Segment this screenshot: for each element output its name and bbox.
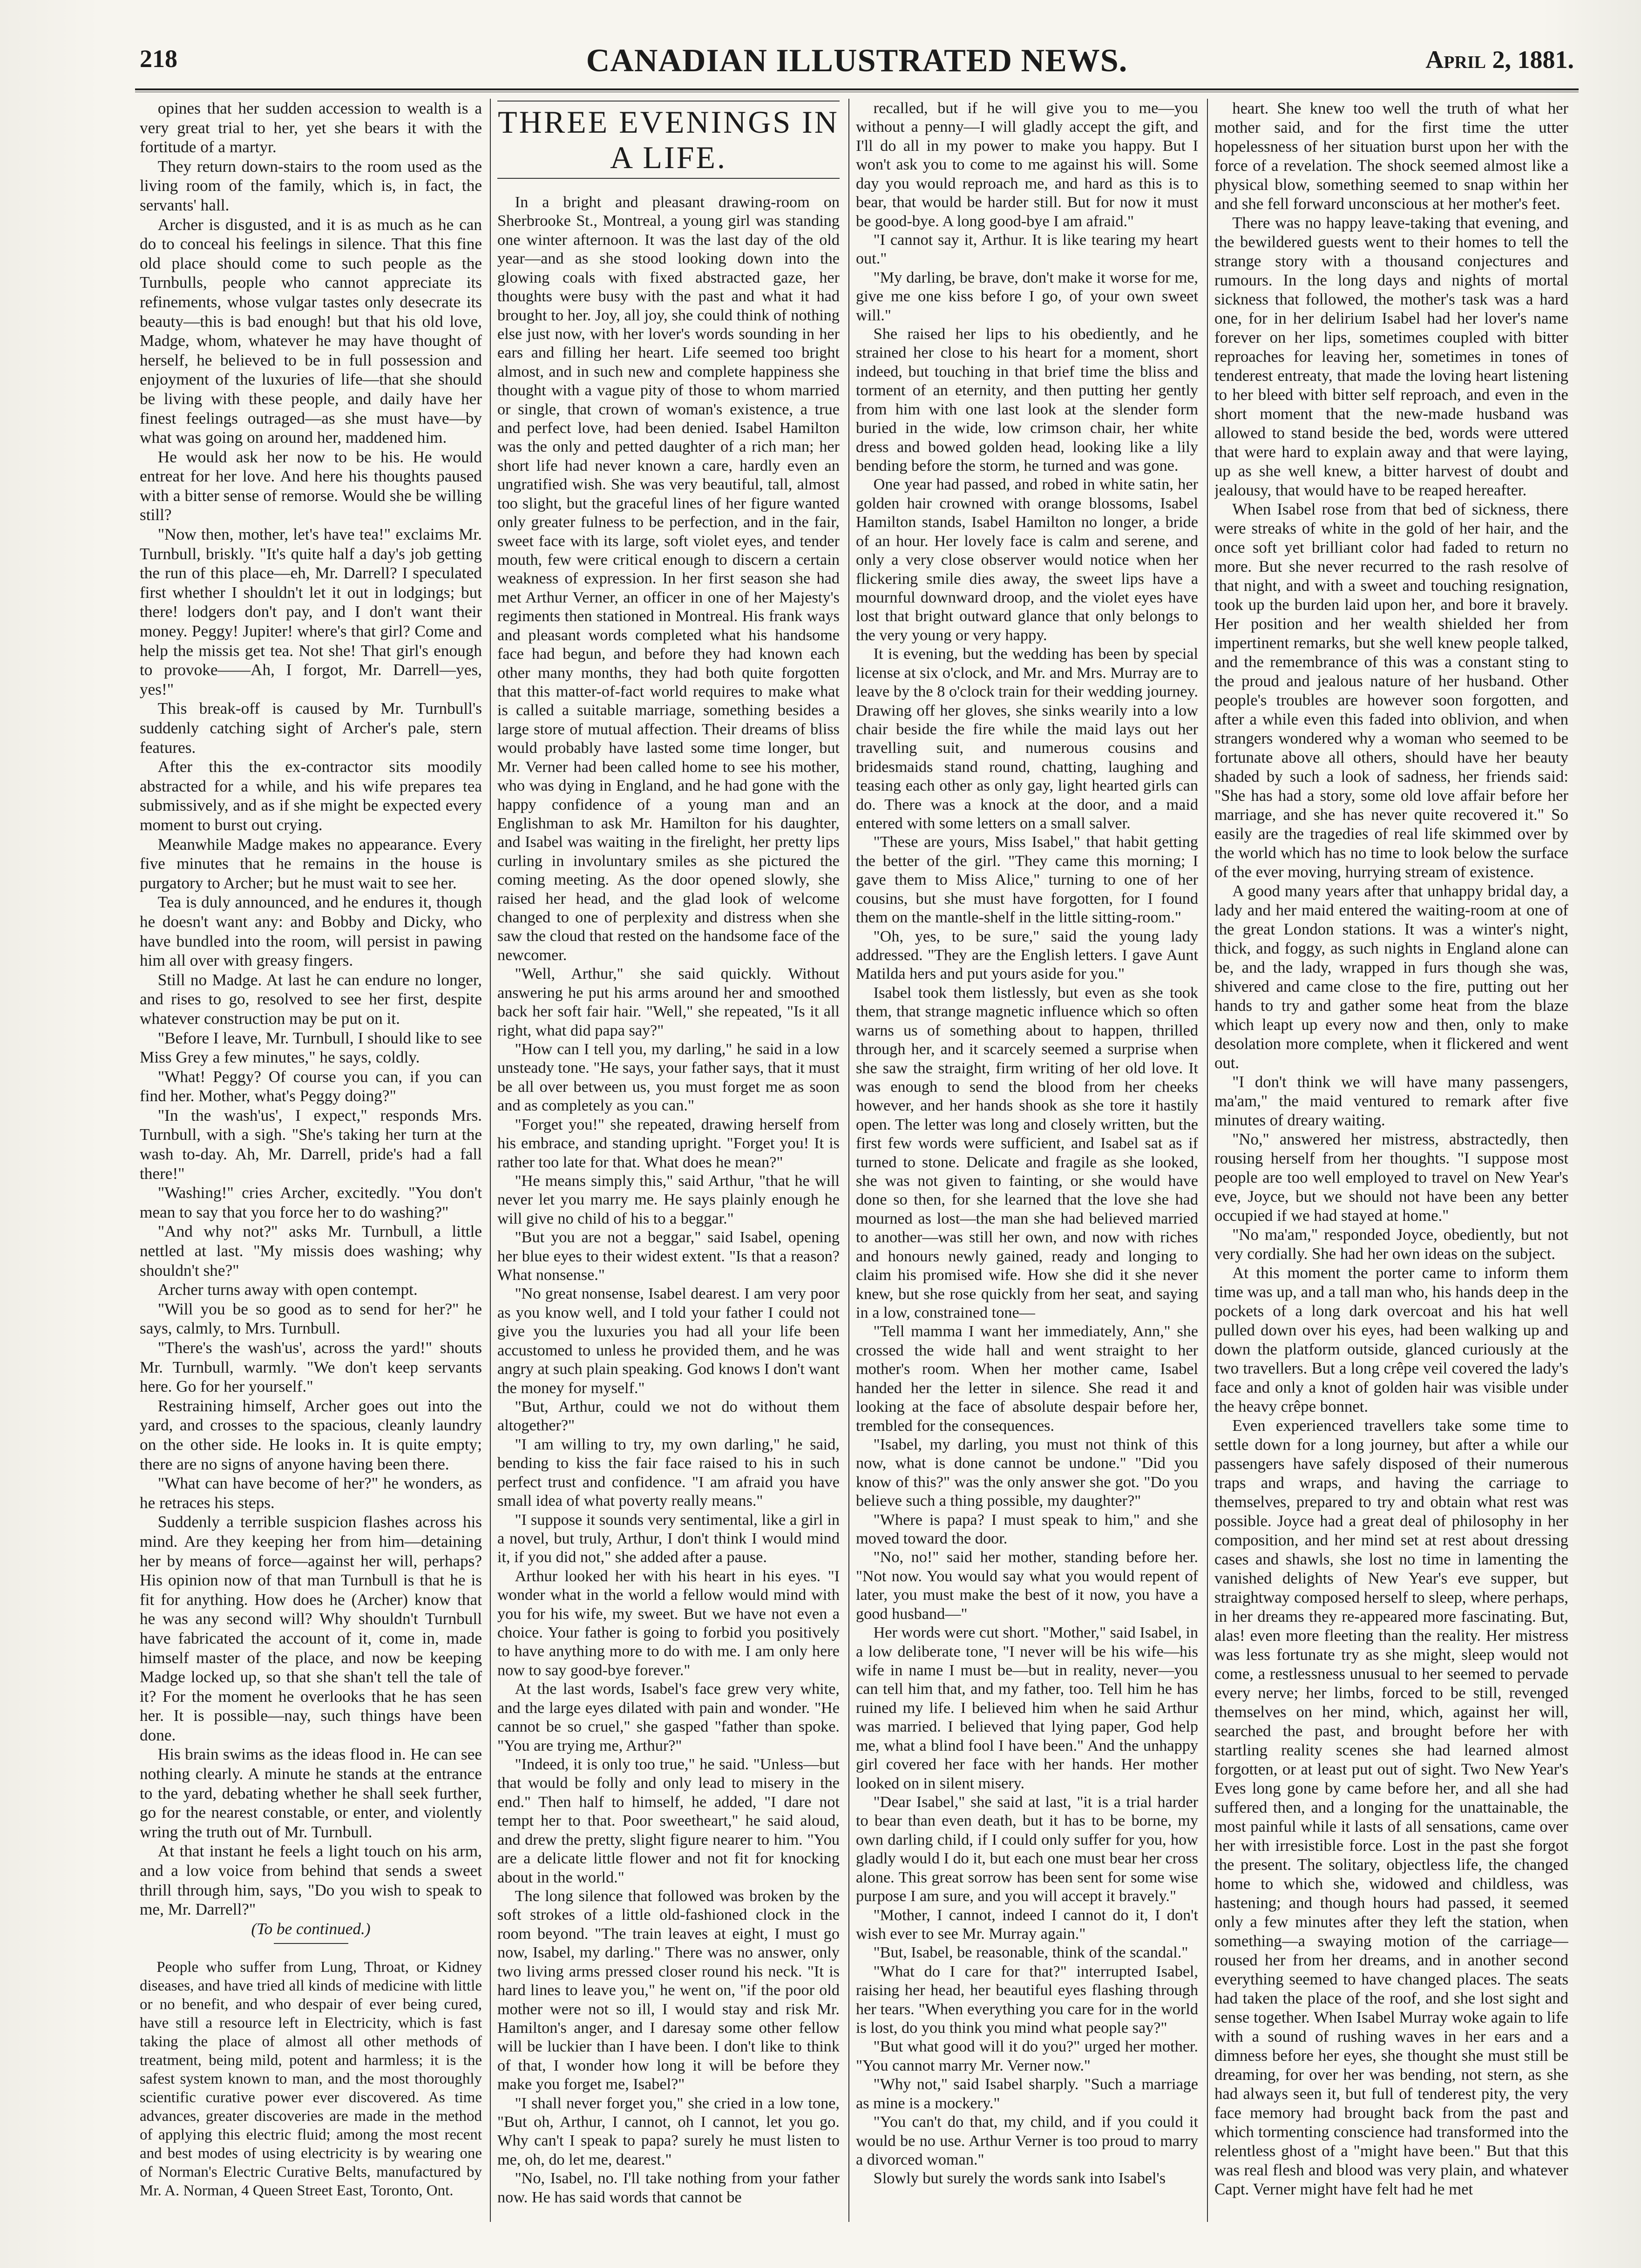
paragraph: "No ma'am," responded Joyce, obediently, but not very cordially. She had her own ideas on the subject. (1214, 1225, 1568, 1263)
paragraph: A good many years after that unhappy bridal day, a lady and her maid entered the waiting-room at one of the great London stations. It was a winter's night, thick, and foggy, as such nights in England alone can be, and the lady, wrapped in furs though she was, shivered and came close to the fire, putting out her hands to try and gather some heat from the blaze which leapt up every now and then, only to make desolation more complete, when it flickered and went out. (1214, 882, 1568, 1072)
divider (274, 1943, 348, 1944)
electric-belt-advert (140, 1958, 482, 2200)
paragraph: "These are yours, Miss Isabel," that habit getting the better of the girl. "They came this morning; I gave them to Miss Alice," turning to one of her cousins, but she must have forgotten, for I found them on the mantle-shelf in the little sitting-room." (856, 833, 1198, 927)
paragraph: "Before I leave, Mr. Turnbull, I should like to see Miss Grey a few minutes," he says, coldly. (140, 1029, 482, 1067)
paragraph: This break-off is caused by Mr. Turnbull's suddenly catching sight of Archer's pale, stern features. (140, 699, 482, 757)
paragraph: Isabel took them listlessly, but even as she took them, that strange magnetic influence which so often warns us of something about to happen, thrilled through her, and it scarcely seemed a surprise when she saw the straight, firm writing of her old love. It was enough to send the blood from her cheeks however, and her hands shook as she tore it hastily open. The letter was long and closely written, but the first few words were sufficient, and Isabel sat as if turned to stone. Delicate and fragile as she looked, she was not given to fainting, or she would have done so then, for she learned that the love she had mourned as lost—the man she had believed married to another—was still her own, and now with riches and honours newly gained, ready and longing to claim his promised wife. How she did it she never knew, but she rose quickly from her seat, and saying in a low, constrained tone— (856, 983, 1198, 1321)
column-3-text (856, 99, 1198, 2188)
paragraph: "No, no!" said her mother, standing before her. "Not now. You would say what you would repent of later, you must make the best of it now, you have a good husband—" (856, 1548, 1198, 1623)
masthead-rule (135, 88, 1579, 92)
paragraph: Meanwhile Madge makes no appearance. Every five minutes that he remains in the house is purgatory to Archer; but he must wait to see her. (140, 835, 482, 892)
paragraph: "Isabel, my darling, you must not think of this now, what is done cannot be undone." "Did you know of this?" was the only answer she got. "Do you believe such a thing possible, my daughter?" (856, 1435, 1198, 1510)
paragraph: opines that her sudden accession to wealth is a very great trial to her, yet she bears it with the fortitude of a martyr. (140, 99, 482, 156)
paragraph: Slowly but surely the words sank into Isabel's (873, 2169, 1166, 2187)
paragraph: "In the wash'us', I expect," responds Mrs. Turnbull, with a sigh. "She's taking her turn at the wash to-day. Ah, Mr. Darrell, pride's had a fall there!" (140, 1106, 482, 1183)
paragraph: "There's the wash'us', across the yard!" shouts Mr. Turnbull, warmly. "We don't keep servants here. Go for her yourself." (140, 1339, 482, 1396)
paragraph: "My darling, be brave, don't make it worse for me, give me one kiss before I go, of your own sweet will." (856, 268, 1198, 324)
column-4 (1214, 99, 1568, 2222)
paragraph: "I don't think we will have many passengers, ma'am," the maid ventured to remark after five minutes of dreary waiting. (1214, 1073, 1568, 1129)
paragraph: "He means simply this," said Arthur, "that he will never let you marry me. He says plainly enough he will give no child of his to a beggar." (497, 1171, 840, 1227)
paragraph: There was no happy leave-taking that evening, and the bewildered guests went to their homes to tell the strange story with a thousand conjectures and rumours. In the long days and nights of mortal sickness that followed, the mother's task was a hard one, for in her delirium Isabel had her lover's name forever on her lips, sometimes coupled with bitter reproaches for leaving her, sometimes in tones of tenderest entreaty, that made the loving heart listening to her bleed with bitter self reproach, and even in the short moment that the new-made husband was allowed to stand beside the bed, words were uttered that were hard to explain away and that were laying, up as she well knew, a bitter harvest of doubt and jealousy, that would have to be reaped hereafter. (1214, 214, 1568, 499)
paragraph: The long silence that followed was broken by the soft strokes of a little old-fashioned clock in the room beyond. "The train leaves at eight, I must go now, Isabel, my darling." There was no answer, only two living arms pressed closer round his neck. "It is hard lines to leave you," he went on, "if the poor old mother were not so ill, I would stay and risk Mr. Hamilton's anger, and I daresay some other fellow will be luckier than I have been. I don't like to think of that, I wonder how long it will be before they make you forget me, Isabel?" (497, 1887, 840, 2093)
paragraph: "No, Isabel, no. I'll take nothing from your father now. He has said words that cannot be (497, 2169, 840, 2206)
paragraph: "I cannot say it, Arthur. It is like tearing my heart out." (856, 230, 1198, 268)
paragraph: Archer turns away with open contempt. (157, 1280, 418, 1299)
paragraph: "You can't do that, my child, and if you could it would be no use. Arthur Verner is too proud to marry a divorced woman." (856, 2113, 1198, 2168)
paragraph: She raised her lips to his obediently, and he strained her close to his heart for a moment, short indeed, but touching in that brief time the bliss and torment of an eternity, and then putting her gently from him with one last look at the slender form buried in the wide, low crimson chair, her white dress and bowed golden head, looking like a lily bending before the storm, he turned and was gone. (856, 325, 1198, 475)
column-2 (497, 99, 840, 2222)
paragraph: "How can I tell you, my darling," he said in a low unsteady tone. "He says, your father says, that it must be all over between us, you must forget me as soon and as completely as you can." (497, 1040, 840, 1115)
column-separator (848, 99, 849, 2222)
paragraph: "I am willing to try, my own darling," he said, bending to kiss the fair face raised to his in such perfect trust and confidence. "I am afraid you have small idea of what poverty really means." (497, 1435, 840, 1510)
story-title: THREE EVENINGS IN A LIFE. (497, 101, 840, 179)
paragraph: Her words were cut short. "Mother," said Isabel, in a low deliberate tone, "I never will be his wife—his wife in name I must be—but in reality, never—you can tell him that, and my father, too. Tell him he has ruined my life. I believed him when he said Arthur was married. I believed that lying paper, God help me, what a blind fool I have been." And the unhappy girl covered her face with her hands. Her mother looked on in silent misery. (856, 1624, 1198, 1792)
paragraph: His brain swims as the ideas flood in. He can see nothing clearly. A minute he stands at the entrance to the yard, debating whether he shall seek further, go for the nearest constable, or enter, and violently wring the truth out of Mr. Turnbull. (140, 1745, 482, 1841)
paragraph: "Mother, I cannot, indeed I cannot do it, I don't wish ever to see Mr. Murray again." (856, 1906, 1198, 1943)
paragraph: "But, Isabel, be reasonable, think of the scandal." (873, 1943, 1188, 1962)
page-number: 218 (140, 45, 177, 73)
paragraph: "What do I care for that?" interrupted Isabel, raising her head, her beautiful eyes flashing through her tears. "When everything you care for in the world is lost, do you think you mind what people say?" (856, 1962, 1198, 2037)
paragraph: "Oh, yes, to be sure," said the young lady addressed. "They are the English letters. I gave Aunt Matilda hers and put yours aside for you." (856, 927, 1198, 983)
column-4-text (1214, 99, 1568, 2199)
advert-text: People who suffer from Lung, Throat, or Kidney diseases, and have tried all kinds of medicine with little or no benefit, and who despair of ever being cured, have still a resource left in Electricity, which is fast taking the place of almost all other methods of treatment, being mild, potent and harmless; it is the safest system known to man, and the most thoroughly scientific curative power ever discovered. As time advances, greater discoveries are made in the method of applying this electric fluid; among the most recent and best modes of using electricity is by wearing one of Norman's Electric Curative Belts, manufactured by Mr. A. Norman, 4 Queen Street East, Toronto, Ont. (140, 1959, 482, 2200)
paragraph: They return down-stairs to the room used as the living room of the family, which is, in fact, the servants' hall. (140, 157, 482, 214)
paragraph: "Now then, mother, let's have tea!" exclaims Mr. Turnbull, briskly. "It's quite half a day's job getting the run of this place—eh, Mr. Darrell? I speculated first whether I shouldn't let it out in lodgings; but there! lodgers don't pay, and I don't want their money. Peggy! Jupiter! where's that girl? Come and help the missis get tea. Not she! That girl's enough to provoke——Ah, I forgot, Mr. Darrell—yes, yes!" (140, 525, 482, 698)
paragraph: "What can have become of her?" he wonders, as he retraces his steps. (140, 1474, 482, 1512)
paragraph: Suddenly a terrible suspicion flashes across his mind. Are they keeping her from him—detaining her by means of force—against her will, perhaps? His opinion now of that man Turnbull is that he is fit for anything. How does he (Archer) know that he was any second will? Why shouldn't Turnbull have fabricated the account of it, come in, made himself master of the place, and now be keeping Madge locked up, so that she shan't tell the tale of it? For the moment he overlooks that he has seen her. It is possible—nay, such things have been done. (140, 1513, 482, 1744)
paragraph: It is evening, but the wedding has been by special license at six o'clock, and Mr. and Mrs. Murray are to leave by the 8 o'clock train for their wedding journey. Drawing off her gloves, she sinks wearily into a low chair beside the fire while the maid lays out her travelling suit, and numerous cousins and bridesmaids stand round, chatting, laughing and teasing each other as only gay, light hearted girls can do. There was a knock at the door, and a maid entered with some letters on a small salver. (856, 645, 1198, 833)
paragraph: "But you are not a beggar," said Isabel, opening her blue eyes to their widest extent. "Is that a reason? What nonsense." (497, 1228, 840, 1284)
paragraph: "Will you be so good as to send for her?" he says, calmly, to Mrs. Turnbull. (140, 1300, 482, 1338)
paper-title: CANADIAN ILLUSTRATED NEWS. (586, 43, 1128, 79)
column-separator (490, 99, 491, 2222)
paragraph: "Dear Isabel," she said at last, "it is a trial harder to bear than even death, but it has to be borne, my own darling child, if I could only suffer for you, how gladly would I do it, but each one must bear her cross alone. This great sorrow has been sent for some wise purpose I am sure, and you will accept it bravely." (856, 1793, 1198, 1905)
column-2-text (497, 193, 840, 2207)
paragraph: "No," answered her mistress, abstractedly, then rousing herself from her thoughts. "I suppose most people are too well employed to travel on New Year's eve, Joyce, but we should not have been any better occupied if we had stayed at home." (1214, 1130, 1568, 1225)
paragraph: Even experienced travellers take some time to settle down for a long journey, but after a while our passengers have safely disposed of their numerous traps and wraps, and having the carriage to themselves, prepared to try and obtain what rest was possible. Joyce had a great deal of philosophy in her composition, and her mind set at rest about dressing cases and shawls, she lost no time in lamenting the vanished delights of New Year's eve supper, but straightway composed herself to sleep, where perhaps, in her dreams they re-appeared more fascinating. But, alas! even more fleeting than the reality. Her mistress was less fortunate try as she might, sleep would not come, a restlessness unusual to her seemed to pervade every nerve; her limbs, forced to be still, revenged themselves on her mind, which, against her will, searched the past, and brought before her with startling reality scenes she had learned almost forgotten, or at least put out of sight. Two New Year's Eves long gone by came before her, and all she had suffered then, and a longing for the unattainable, the most painful while it lasts of all sensations, came over her with irresistible force. Lost in the past she forgot the present. The solitary, objectless life, the changed home to which she, widowed and childless, was hastening; and though hours had passed, it seemed only a few minutes after they left the station, when something—a swaying motion of the carriage—roused her from her dreams, and in another second everything seemed to have changed places. The seats had taken the place of the roof, and she lost sight and sense together. When Isabel Murray woke again to life with a sound of rushing waves in her ears and a dimness before her eyes, she thought she must still be dreaming, for over her was bending, not stern, as she had always seen it, but full of tenderest pity, the very face memory had brought back from the past and which tormenting conscience had transformed into the relentless ghost of a "might have been." But that this was real flesh and blood was very plain, and whatever Capt. Verner might have felt had he met (1214, 1416, 1568, 2198)
paragraph: "Washing!" cries Archer, excitedly. "You don't mean to say that you force her to do washing?" (140, 1184, 482, 1221)
paragraph: heart. She knew too well the truth of what her mother said, and for the first time the utter hopelessness of her situation burst upon her with the force of a revelation. The shock seemed almost like a physical blow, something seemed to snap within her and she fell forward unconscious at her mother's feet. (1214, 99, 1568, 213)
paragraph: "Where is papa? I must speak to him," and she moved toward the door. (856, 1510, 1198, 1548)
paragraph: "But what good will it do you?" urged her mother. "You cannot marry Mr. Verner now." (856, 2038, 1198, 2074)
paragraph: After this the ex-contractor sits moodily abstracted for a while, and his wife prepares tea submissively, and as if she might be expected every moment to burst out crying. (140, 758, 482, 834)
paragraph: "Why not," said Isabel sharply. "Such a marriage as mine is a mockery." (856, 2075, 1198, 2112)
paragraph: When Isabel rose from that bed of sickness, there were streaks of white in the gold of her hair, and the once soft yet brilliant color had faded to return no more. But she never recurred to the rash resolve of that night, and with a sweet and touching resignation, took up the burden laid upon her, and bore it bravely. Her position and her wealth shielded her from impertinent remarks, but she well knew people talked, and the remembrance of this was a constant sting to the proud and jealous nature of her husband. Other people's troubles are however soon forgotten, and after a while even this faded into oblivion, and when strangers wondered why a woman who seemed to be fortunate above all others, should have her beauty shaded by such a look of sadness, her friends said: "She has had a story, some old love affair before her marriage, and she has never quite recovered it." So easily are the tragedies of real life skimmed over by the world which has no time to look below the surface of the ever moving, hurrying stream of existence. (1214, 500, 1568, 881)
paragraph: At the last words, Isabel's face grew very white, and the large eyes dilated with pain and wonder. "He cannot be so cruel," she gasped "father than spoke. "You are trying me, Arthur?" (497, 1680, 840, 1754)
paragraph: "Forget you!" she repeated, drawing herself from his embrace, and standing upright. "Forget you! It is rather too late for that. What does he mean?" (497, 1115, 840, 1171)
paragraph: Arthur looked her with his heart in his eyes. "I wonder what in the world a fellow would mind with you for his wife, my sweet. But we have not even a choice. Your father is going to forbid you positively to have anything more to do with me. I am only here now to say good-bye forever." (497, 1567, 840, 1679)
paragraph: In a bright and pleasant drawing-room on Sherbrooke St., Montreal, a young girl was standing one winter afternoon. It was the last day of the old year—and as she stood looking down into the glowing coals with fixed abstracted gaze, her thoughts were busy with the past and what it had brought to her. Joy, all joy, she could think of nothing else just now, with her lover's words sounding in her ears and filling her heart. Life seemed too bright almost, and in such new and complete happiness she thought with a vague pity of those to whom married or single, that crown of woman's existence, a true and perfect love, had been denied. Isabel Hamilton was the only and petted daughter of a rich man; her short life had never known a care, hardly even an ungratified wish. She was very beautiful, tall, almost too slight, but the graceful lines of her figure wanted only greater fulness to be perfection, and in the fair, sweet face with its large, soft violet eyes, and tender mouth, few were critical enough to discern a certain weakness of expression. In her first season she had met Arthur Verner, an officer in one of her Majesty's regiments then stationed in Montreal. His frank ways and pleasant words completed what his handsome face had begun, and before they had known each other many months, they had both quite forgotten that this matter-of-fact world requires to make what is called a suitable marriage, something besides a large store of mutual affection. Their dreams of bliss would probably have lasted some time longer, but Mr. Verner had been called home to see his mother, who was dying in England, and he had gone with the happy confidence of a young man and an Englishman to ask Mr. Hamilton for his daughter, and Isabel was waiting in the firelight, her pretty lips curling in involuntary smiles as she pictured the coming meeting. As the door opened slowly, she raised her head, and the glad look of welcome changed to one of perplexity and distress when she saw the cloud that rested on the handsome face of the newcomer. (497, 193, 840, 964)
column-3 (856, 99, 1198, 2222)
column-1-text (140, 99, 482, 1919)
paragraph: "I suppose it sounds very sentimental, like a girl in a novel, but truly, Arthur, I don't think I would mind it, if you did not," she added after a pause. (497, 1510, 840, 1566)
paragraph: One year had passed, and robed in white satin, her golden hair crowned with orange blossoms, Isabel Hamilton stands, Isabel Hamilton no longer, a bride of an hour. Her lovely face is calm and serene, and only a very close observer would notice when her flickering smile dies away, the sweet lips have a mournful downward droop, and the violet eyes have lost that bright outward glance that only belongs to the very young or very happy. (856, 475, 1198, 644)
to-be-continued: (To be continued.) (251, 1919, 371, 1938)
paragraph: At that instant he feels a light touch on his arm, and a low voice from behind that sends a sweet thrill through him, says, "Do you wish to speak to me, Mr. Darrell?" (140, 1842, 482, 1919)
paragraph: recalled, but if he will give you to me—you without a penny—I will gladly accept the gift, and I'll do all in my power to make you happy. But I won't ask you to come to me against his will. Some day you would reproach me, and hard as this is to bear, that would be harder still. But for now it must be good-bye. A long good-bye I am afraid." (856, 99, 1198, 230)
paragraph: He would ask her now to be his. He would entreat for her love. And here his thoughts paused with a bitter sense of remorse. Would she be willing still? (140, 447, 482, 524)
column-separator (1207, 99, 1208, 2222)
paragraph: "Indeed, it is only too true," he said. "Unless—but that would be folly and only lead to misery in the end." Then half to himself, he added, "I dare not tempt her to that. Poor sweetheart," he said aloud, and drew the pretty, slight figure nearer to him. "You are a delicate little flower and not fit for knocking about in the world." (497, 1755, 840, 1886)
paragraph: "No great nonsense, Isabel dearest. I am very poor as you know well, and I told your father I could not give you the luxuries you had all your life been accustomed to unless he provided them, and he was angry at such plain speaking. God knows I don't want the money for myself." (497, 1285, 840, 1397)
paragraph: At this moment the porter came to inform them time was up, and a tall man who, his hands deep in the pockets of a long dark overcoat and his hat well pulled down over his eyes, had been walking up and down the platform outside, glanced curiously at the two travellers. But a long crêpe veil covered the lady's face and only a knot of golden hair was visible under the heavy crêpe bonnet. (1214, 1264, 1568, 1415)
paragraph: "But, Arthur, could we not do without them altogether?" (497, 1398, 840, 1435)
masthead (140, 44, 1574, 81)
paragraph: Still no Madge. At last he can endure no longer, and rises to go, resolved to see her first, despite whatever construction may be put on it. (140, 970, 482, 1028)
paragraph: Restraining himself, Archer goes out into the yard, and crosses to the spacious, cleanly laundry on the other side. He looks in. It is quite empty; there are no signs of anyone having been there. (140, 1396, 482, 1473)
paragraph: "I shall never forget you," she cried in a low tone, "But oh, Arthur, I cannot, oh I cannot, let you go. Why can't I speak to papa? surely he must listen to me, oh, do let me, dearest." (497, 2094, 840, 2168)
issue-date: April 2, 1881. (1425, 46, 1574, 74)
paragraph: "What! Peggy? Of course you can, if you can find her. Mother, what's Peggy doing?" (140, 1067, 482, 1105)
column-1 (140, 99, 482, 2222)
paragraph: Tea is duly announced, and he endures it, though he doesn't want any: and Bobby and Dicky, who have bundled into the room, will persist in pawing him all over with greasy fingers. (140, 893, 482, 970)
paragraph: "Tell mamma I want her immediately, Ann," she crossed the wide hall and went straight to her mother's room. When her mother came, Isabel handed her the letter in silence. She read it and looking at the face of absolute despair before her, trembled for the consequences. (856, 1322, 1198, 1435)
paragraph: "And why not?" asks Mr. Turnbull, a little nettled at last. "My missis does washing; why shouldn't she?" (140, 1222, 482, 1280)
paragraph: "Well, Arthur," she said quickly. Without answering he put his arms around her and smoothed back her soft fair hair. "Well," she repeated, "Is it all right, what did papa say?" (497, 965, 840, 1039)
paragraph: Archer is disgusted, and it is as much as he can do to conceal his feelings in silence. That this fine old place should come to such people as the Turnbulls, people who cannot appreciate its refinements, whose vulgar tastes only desecrate its beauty—this is bad enough! but that his old love, Madge, whom, whatever he may have thought of herself, he believed to be in full possession and enjoyment of the luxuries of life—that she should be living with these people, and daily have her finest feelings outraged—as she must have—by what was going on around her, maddened him. (140, 215, 482, 447)
